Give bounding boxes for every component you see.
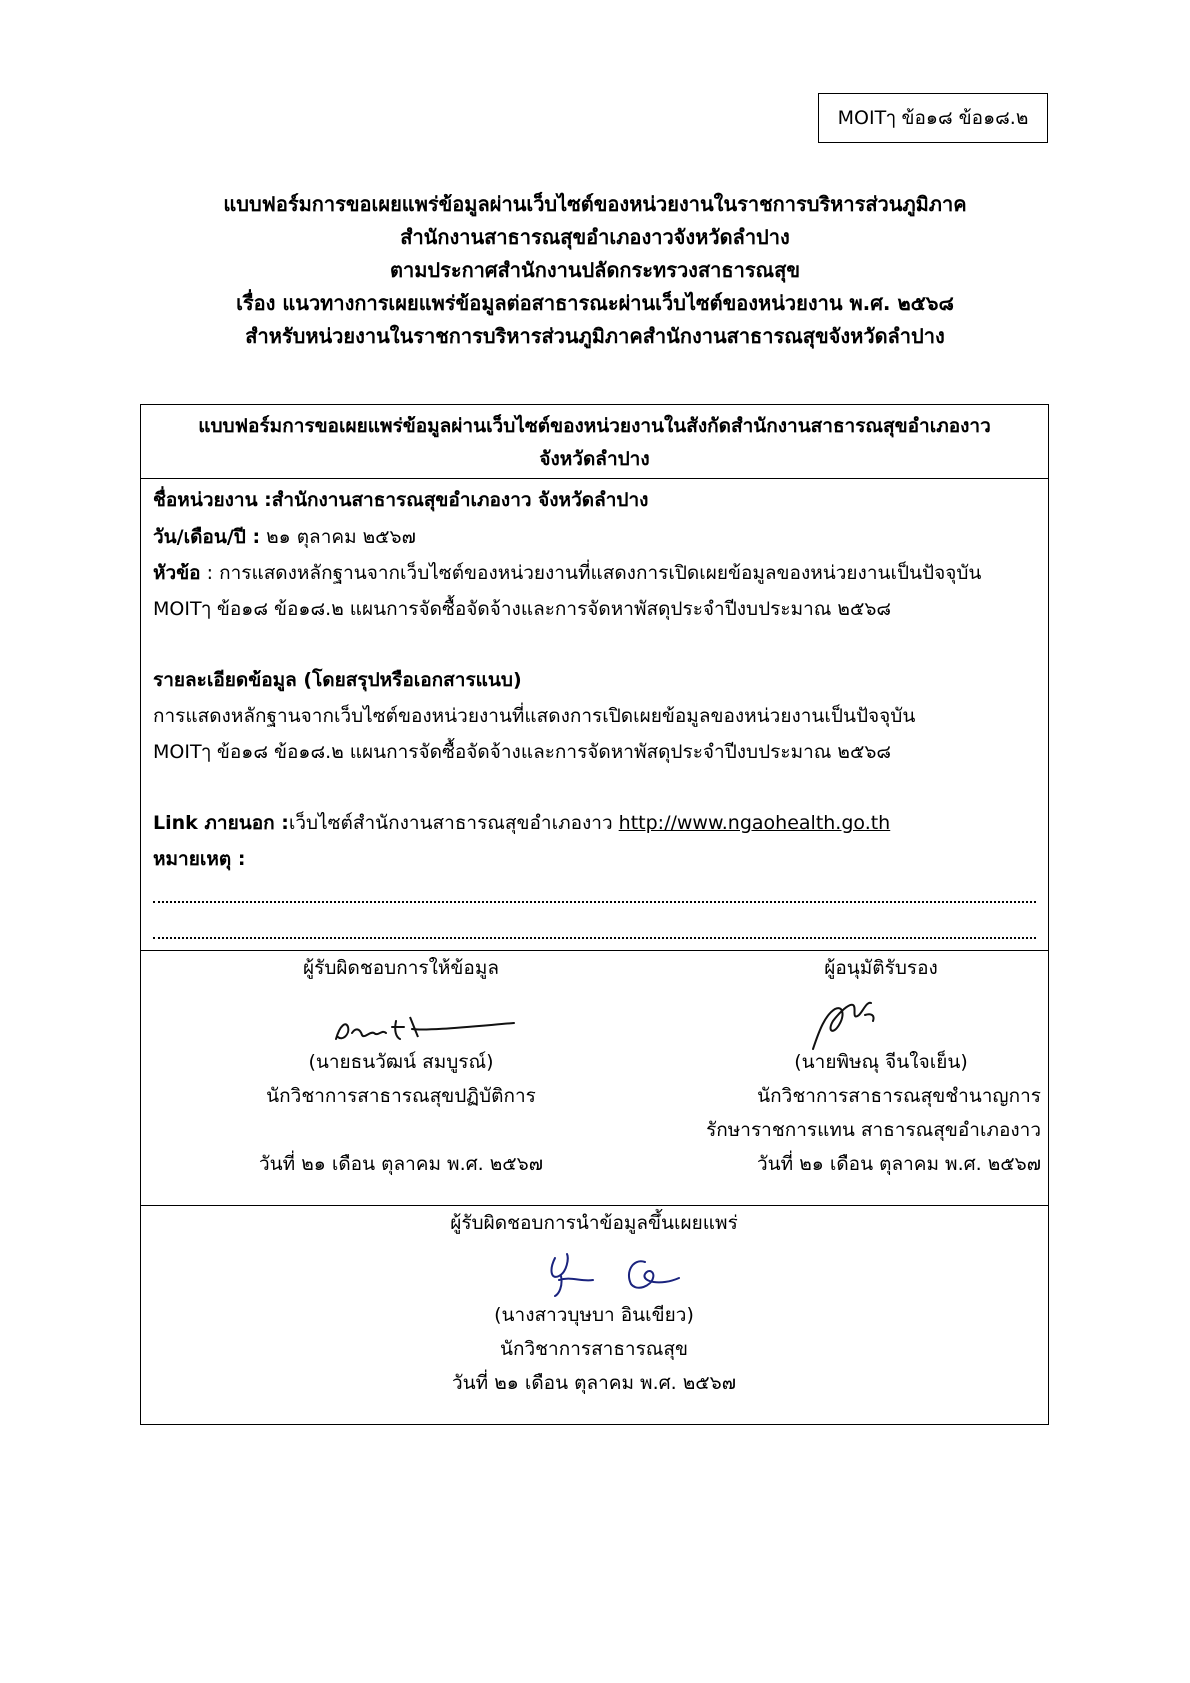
approver-name: (นายพิษณุ จีนใจเย็น) — [794, 1051, 968, 1073]
approver-acting: รักษาราชการแทน สาธารณสุขอำเภองาว — [706, 1119, 1041, 1141]
detail-label: รายละเอียดข้อมูล (โดยสรุปหรือเอกสารแนบ) — [153, 669, 522, 691]
provider-role: ผู้รับผิดชอบการให้ข้อมูล — [303, 957, 499, 979]
publisher-name: (นางสาวบุษบา อินเขียว) — [494, 1304, 694, 1326]
publisher-signature — [541, 1246, 711, 1302]
publisher-role: ผู้รับผิดชอบการนำข้อมูลขึ้นเผยแพร่ — [450, 1212, 738, 1234]
publication-form — [140, 404, 1049, 1425]
reference-code: MOITๅ ข้อ๑๘ ข้อ๑๘.๒ — [837, 107, 1029, 129]
form-title — [141, 405, 1048, 479]
provider-signature — [326, 997, 526, 1057]
approver-role: ผู้อนุมัติรับรอง — [824, 957, 938, 979]
topic-row — [153, 555, 981, 591]
publisher-position: นักวิชาการสาธารณสุข — [499, 1338, 689, 1360]
topic-label: หัวข้อ — [153, 562, 201, 584]
provider-position: นักวิชาการสาธารณสุขปฏิบัติการ — [266, 1085, 536, 1107]
link-label: Link ภายนอก : — [153, 812, 289, 834]
link-row — [153, 805, 890, 841]
header-line-2: สำนักงานสาธารณสุขอำเภองาวจังหวัดลำปาง — [400, 225, 790, 249]
remark-dotted-line-2 — [153, 935, 1036, 939]
form-title-line-1: แบบฟอร์มการขอเผยแพร่ข้อมูลผ่านเว็บไซต์ของหน่วยงานในสังกัดสำนักงานสาธารณสุขอำเภองาว — [198, 415, 991, 437]
date-row — [153, 519, 416, 555]
reference-code-box — [818, 93, 1048, 143]
document-header — [100, 188, 1090, 353]
remark-label: หมายเหตุ : — [153, 848, 246, 870]
approver-column — [661, 951, 1041, 1181]
detail-line-1: การแสดงหลักฐานจากเว็บไซต์ของหน่วยงานที่แสดงการเปิดเผยข้อมูลของหน่วยงานเป็นปัจจุบัน — [153, 705, 916, 727]
provider-name: (นายธนวัฒน์ สมบูรณ์) — [308, 1051, 494, 1073]
header-line-5: สำหรับหน่วยงานในราชการบริหารส่วนภูมิภาคสำนักงานสาธารณสุขจังหวัดลำปาง — [245, 324, 945, 348]
publisher-date: วันที่ ๒๑ เดือน ตุลาคม พ.ศ. ๒๕๖๗ — [452, 1372, 736, 1394]
header-line-4: เรื่อง แนวทางการเผยแพร่ข้อมูลต่อสาธารณะผ่านเว็บไซต์ของหน่วยงาน พ.ศ. ๒๕๖๘ — [236, 291, 954, 315]
publisher-section — [141, 1206, 1048, 1424]
remark-dotted-line-1 — [153, 899, 1036, 903]
approval-section — [141, 951, 1048, 1206]
unit-name: ชื่อหน่วยงาน :สำนักงานสาธารณสุขอำเภองาว จังหวัดลำปาง — [153, 489, 649, 511]
topic-value: : การแสดงหลักฐานจากเว็บไซต์ของหน่วยงานที่แสดงการเปิดเผยข้อมูลของหน่วยงานเป็นปัจจุบัน — [200, 562, 982, 584]
approver-position: นักวิชาการสาธารณสุขชำนาญการ — [757, 1085, 1041, 1107]
detail-line-2: MOITๅ ข้อ๑๘ ข้อ๑๘.๒ แผนการจัดซื้อจัดจ้างและการจัดหาพัสดุประจำปีงบประมาณ ๒๕๖๘ — [153, 741, 892, 763]
form-details — [141, 479, 1048, 951]
approver-date: วันที่ ๒๑ เดือน ตุลาคม พ.ศ. ๒๕๖๗ — [757, 1153, 1041, 1175]
topic-value-2: MOITๅ ข้อ๑๘ ข้อ๑๘.๒ แผนการจัดซื้อจัดจ้างและการจัดหาพัสดุประจำปีงบประมาณ ๒๕๖๘ — [153, 598, 892, 620]
header-line-3: ตามประกาศสำนักงานปลัดกระทรวงสาธารณสุข — [389, 258, 800, 282]
date-value: ๒๑ ตุลาคม ๒๕๖๗ — [260, 526, 416, 548]
website-link[interactable]: http://www.ngaohealth.go.th — [618, 812, 891, 834]
form-title-line-2: จังหวัดลำปาง — [539, 448, 650, 470]
link-text: เว็บไซต์สำนักงานสาธารณสุขอำเภองาว — [288, 812, 619, 834]
header-line-1: แบบฟอร์มการขอเผยแพร่ข้อมูลผ่านเว็บไซต์ของหน่วยงานในราชการบริหารส่วนภูมิภาค — [223, 192, 967, 216]
provider-date: วันที่ ๒๑ เดือน ตุลาคม พ.ศ. ๒๕๖๗ — [259, 1153, 543, 1175]
provider-column — [221, 951, 581, 1181]
approver-signature — [801, 991, 901, 1055]
publisher-column — [141, 1206, 1047, 1400]
date-label: วัน/เดือน/ปี : — [153, 526, 261, 548]
